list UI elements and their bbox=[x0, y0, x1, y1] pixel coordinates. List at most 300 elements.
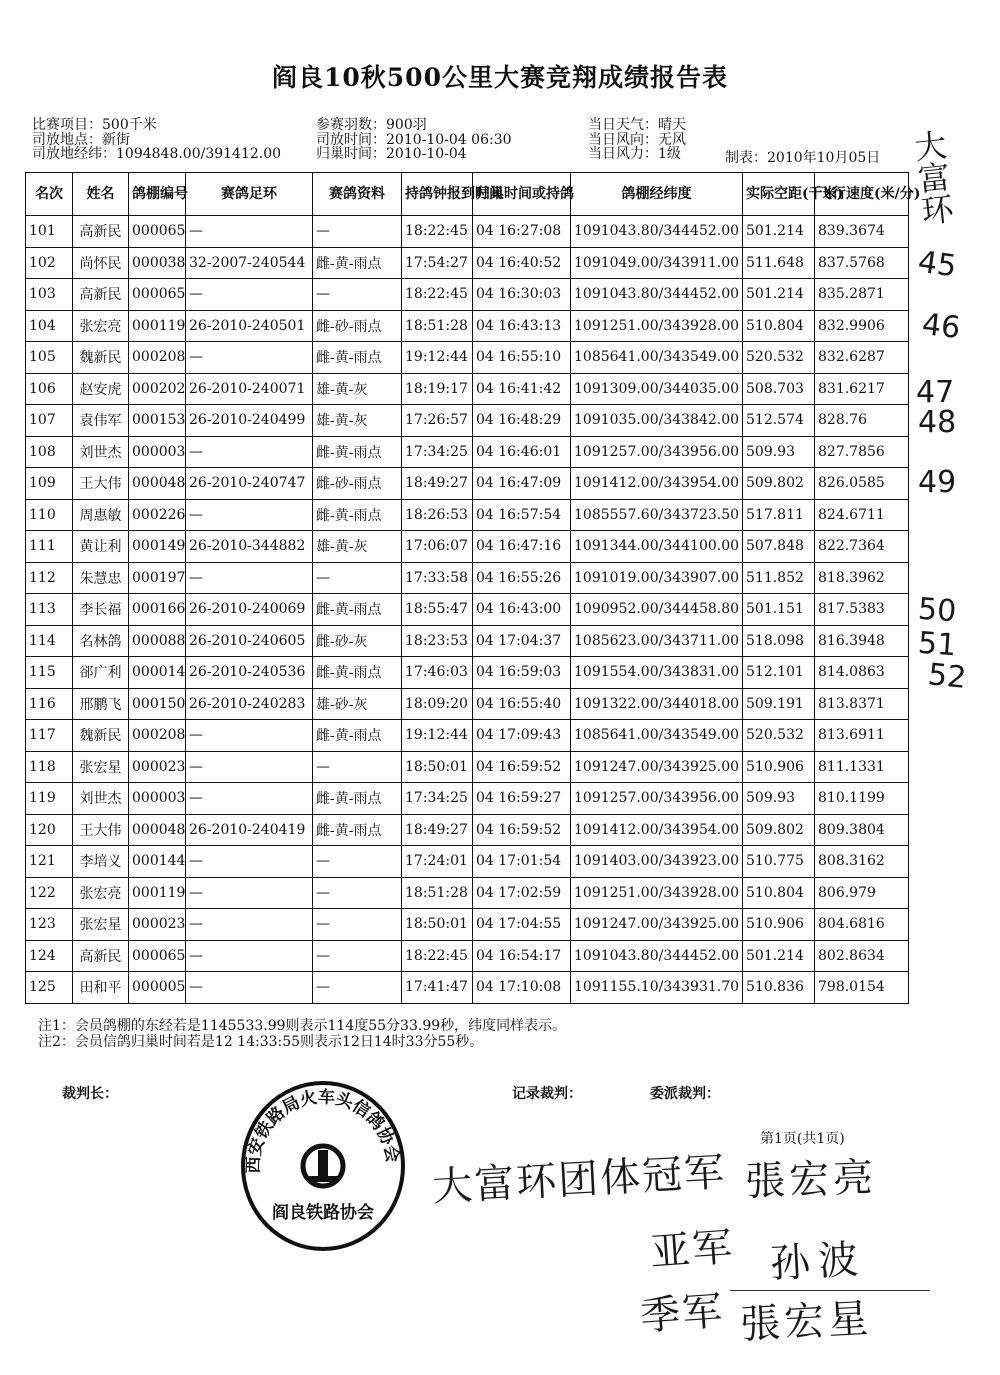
cell-arrival-time: 04 17:10:08 bbox=[473, 972, 571, 1004]
cell-distance: 501.214 bbox=[743, 216, 815, 248]
page-number: 第1页(共1页) bbox=[760, 1131, 845, 1147]
cell-coords: 1091412.00/343954.00 bbox=[571, 468, 743, 500]
cell-arrival-time: 04 16:27:08 bbox=[473, 216, 571, 248]
col-clock-time: 持鸽钟报到时间 bbox=[402, 173, 473, 216]
margin-note-title: 大富环 bbox=[912, 126, 956, 231]
margin-number: 51 bbox=[916, 625, 958, 664]
cell-rank: 114 bbox=[26, 625, 73, 657]
cell-clock-time: 17:54:27 bbox=[402, 247, 473, 279]
cell-loft-id: 000023 bbox=[129, 751, 186, 783]
cell-ring: — bbox=[186, 940, 313, 972]
cell-loft-id: 000005 bbox=[129, 972, 186, 1004]
cell-bird-info: 雌-黄-雨点 bbox=[313, 720, 402, 752]
cell-distance: 510.804 bbox=[743, 310, 815, 342]
cell-loft-id: 000023 bbox=[129, 909, 186, 941]
cell-ring: — bbox=[186, 216, 313, 248]
cell-clock-time: 18:49:27 bbox=[402, 814, 473, 846]
cell-ring: 26-2010-240071 bbox=[186, 373, 313, 405]
cell-bird-info: — bbox=[313, 562, 402, 594]
meta-column-2 bbox=[316, 118, 512, 162]
chief-judge-label: 裁判长： bbox=[62, 1086, 118, 1102]
cell-bird-info: — bbox=[313, 216, 402, 248]
cell-coords: 1085623.00/343711.00 bbox=[571, 625, 743, 657]
cell-rank: 101 bbox=[26, 216, 73, 248]
cell-name: 李培义 bbox=[73, 846, 129, 878]
cell-loft-id: 000014 bbox=[129, 657, 186, 689]
col-distance: 实际空距(千米) bbox=[743, 173, 815, 216]
cell-bird-info: 雌-黄-雨点 bbox=[313, 499, 402, 531]
margin-number: 45 bbox=[915, 244, 959, 285]
cell-loft-id: 000065 bbox=[129, 279, 186, 311]
cell-coords: 1091322.00/344018.00 bbox=[571, 688, 743, 720]
meta-return-date: 归巢时间：2010-10-04 bbox=[316, 146, 467, 162]
cell-bird-info: — bbox=[313, 909, 402, 941]
cell-distance: 509.802 bbox=[743, 814, 815, 846]
cell-clock-time: 18:50:01 bbox=[402, 909, 473, 941]
cell-speed: 828.76 bbox=[815, 405, 909, 437]
cell-rank: 107 bbox=[26, 405, 73, 437]
cell-rank: 122 bbox=[26, 877, 73, 909]
meta-release-coords: 司放地经纬：1094848.00/391412.00 bbox=[32, 146, 282, 162]
cell-clock-time: 18:22:45 bbox=[402, 940, 473, 972]
cell-coords: 1091043.80/344452.00 bbox=[571, 940, 743, 972]
cell-ring: 26-2010-240069 bbox=[186, 594, 313, 626]
margin-number: 50 bbox=[916, 591, 958, 630]
cell-arrival-time: 04 16:55:26 bbox=[473, 562, 571, 594]
cell-loft-id: 000048 bbox=[129, 814, 186, 846]
cell-bird-info: 雌-砂-灰 bbox=[313, 625, 402, 657]
cell-coords: 1091554.00/343831.00 bbox=[571, 657, 743, 689]
table-row bbox=[26, 814, 909, 846]
cell-clock-time: 17:41:47 bbox=[402, 972, 473, 1004]
cell-bird-info: 雌-黄-雨点 bbox=[313, 247, 402, 279]
cell-bird-info: 雌-黄-雨点 bbox=[313, 594, 402, 626]
col-arrival-time: 归巢时间或持鸽 bbox=[473, 173, 571, 216]
table-row bbox=[26, 720, 909, 752]
cell-rank: 123 bbox=[26, 909, 73, 941]
cell-speed: 837.5768 bbox=[815, 247, 909, 279]
cell-arrival-time: 04 16:43:13 bbox=[473, 310, 571, 342]
cell-coords: 1091247.00/343925.00 bbox=[571, 909, 743, 941]
table-row bbox=[26, 279, 909, 311]
cell-name: 袁伟军 bbox=[73, 405, 129, 437]
cell-bird-info: — bbox=[313, 279, 402, 311]
cell-speed: 824.6711 bbox=[815, 499, 909, 531]
results-table bbox=[25, 172, 921, 1004]
meta-column-1 bbox=[32, 118, 281, 162]
col-name: 姓名 bbox=[73, 173, 129, 216]
table-header-row bbox=[26, 173, 909, 216]
cell-ring: 26-2010-240419 bbox=[186, 814, 313, 846]
cell-speed: 811.1331 bbox=[815, 751, 909, 783]
cell-clock-time: 19:12:44 bbox=[402, 720, 473, 752]
cell-distance: 510.906 bbox=[743, 909, 815, 941]
association-seal bbox=[238, 1078, 408, 1253]
cell-speed: 804.6816 bbox=[815, 909, 909, 941]
cell-coords: 1091251.00/343928.00 bbox=[571, 310, 743, 342]
cell-speed: 817.5383 bbox=[815, 594, 909, 626]
meta-column-3 bbox=[588, 118, 686, 162]
cell-speed: 826.0585 bbox=[815, 468, 909, 500]
cell-clock-time: 17:33:58 bbox=[402, 562, 473, 594]
cell-arrival-time: 04 16:55:10 bbox=[473, 342, 571, 374]
cell-coords: 1091403.00/343923.00 bbox=[571, 846, 743, 878]
cell-name: 张宏星 bbox=[73, 751, 129, 783]
cell-loft-id: 000166 bbox=[129, 594, 186, 626]
cell-bird-info: 雌-黄-雨点 bbox=[313, 342, 402, 374]
col-rank: 名次 bbox=[26, 173, 73, 216]
col-coords: 鸽棚经纬度 bbox=[571, 173, 743, 216]
cell-name: 王大伟 bbox=[73, 468, 129, 500]
cell-coords: 1090952.00/344458.80 bbox=[571, 594, 743, 626]
cell-rank: 115 bbox=[26, 657, 73, 689]
cell-coords: 1091155.10/343931.70 bbox=[571, 972, 743, 1004]
cell-ring: — bbox=[186, 436, 313, 468]
cell-loft-id: 000003 bbox=[129, 783, 186, 815]
cell-coords: 1091019.00/343907.00 bbox=[571, 562, 743, 594]
cell-arrival-time: 04 16:59:52 bbox=[473, 814, 571, 846]
meta-entries: 参赛羽数：900羽 bbox=[316, 117, 427, 133]
table-row bbox=[26, 468, 909, 500]
cell-name: 邢鹏飞 bbox=[73, 688, 129, 720]
cell-coords: 1085557.60/343723.50 bbox=[571, 499, 743, 531]
col-bird-info: 赛鸽资料 bbox=[313, 173, 402, 216]
cell-name: 张宏星 bbox=[73, 909, 129, 941]
cell-arrival-time: 04 16:57:54 bbox=[473, 499, 571, 531]
cell-speed: 818.3962 bbox=[815, 562, 909, 594]
table-row bbox=[26, 877, 909, 909]
cell-coords: 1085641.00/343549.00 bbox=[571, 720, 743, 752]
cell-speed: 832.9906 bbox=[815, 310, 909, 342]
cell-rank: 112 bbox=[26, 562, 73, 594]
table-row bbox=[26, 405, 909, 437]
cell-arrival-time: 04 16:30:03 bbox=[473, 279, 571, 311]
cell-loft-id: 000226 bbox=[129, 499, 186, 531]
cell-arrival-time: 04 16:55:40 bbox=[473, 688, 571, 720]
cell-rank: 120 bbox=[26, 814, 73, 846]
cell-speed: 806.979 bbox=[815, 877, 909, 909]
table-row bbox=[26, 531, 909, 563]
cell-clock-time: 18:22:45 bbox=[402, 279, 473, 311]
cell-name: 魏新民 bbox=[73, 342, 129, 374]
col-speed: 飞行速度(米/分) bbox=[815, 173, 909, 216]
cell-loft-id: 000208 bbox=[129, 720, 186, 752]
cell-bird-info: 雌-黄-雨点 bbox=[313, 436, 402, 468]
cell-ring: — bbox=[186, 751, 313, 783]
margin-number: 49 bbox=[918, 465, 957, 500]
cell-rank: 116 bbox=[26, 688, 73, 720]
seal-inner-text: 阎良铁路协会 bbox=[272, 1203, 374, 1223]
cell-distance: 501.151 bbox=[743, 594, 815, 626]
cell-speed: 813.6911 bbox=[815, 720, 909, 752]
cell-rank: 108 bbox=[26, 436, 73, 468]
cell-coords: 1091344.00/344100.00 bbox=[571, 531, 743, 563]
table-row bbox=[26, 310, 909, 342]
cell-ring: — bbox=[186, 499, 313, 531]
cell-arrival-time: 04 16:47:16 bbox=[473, 531, 571, 563]
cell-ring: — bbox=[186, 562, 313, 594]
cell-loft-id: 000150 bbox=[129, 688, 186, 720]
cell-loft-id: 000065 bbox=[129, 940, 186, 972]
cell-arrival-time: 04 16:47:09 bbox=[473, 468, 571, 500]
cell-rank: 106 bbox=[26, 373, 73, 405]
cell-coords: 1091035.00/343842.00 bbox=[571, 405, 743, 437]
cell-loft-id: 000144 bbox=[129, 846, 186, 878]
cell-ring: 26-2010-240536 bbox=[186, 657, 313, 689]
table-row bbox=[26, 342, 909, 374]
cell-arrival-time: 04 17:09:43 bbox=[473, 720, 571, 752]
cell-bird-info: 雌-黄-雨点 bbox=[313, 783, 402, 815]
cell-ring: 26-2010-344882 bbox=[186, 531, 313, 563]
cell-distance: 507.848 bbox=[743, 531, 815, 563]
margin-number: 48 bbox=[918, 405, 957, 440]
cell-arrival-time: 04 16:54:17 bbox=[473, 940, 571, 972]
cell-arrival-time: 04 16:48:29 bbox=[473, 405, 571, 437]
cell-rank: 104 bbox=[26, 310, 73, 342]
cell-ring: 32-2007-240544 bbox=[186, 247, 313, 279]
cell-name: 王大伟 bbox=[73, 814, 129, 846]
cell-name: 黄让利 bbox=[73, 531, 129, 563]
handwritten-signature-1: 張宏亮 bbox=[744, 1154, 878, 1206]
cell-arrival-time: 04 16:40:52 bbox=[473, 247, 571, 279]
cell-distance: 510.775 bbox=[743, 846, 815, 878]
cell-ring: — bbox=[186, 846, 313, 878]
cell-speed: 816.3948 bbox=[815, 625, 909, 657]
cell-loft-id: 000197 bbox=[129, 562, 186, 594]
footnote-2: 注2：会员信鸽归巢时间若是12 14:33:55则表示12日14时33分55秒。 bbox=[38, 1034, 484, 1050]
cell-bird-info: — bbox=[313, 846, 402, 878]
meta-wind-direction: 当日风向：无风 bbox=[588, 131, 686, 148]
cell-ring: 26-2010-240283 bbox=[186, 688, 313, 720]
cell-coords: 1091257.00/343956.00 bbox=[571, 436, 743, 468]
cell-loft-id: 000119 bbox=[129, 310, 186, 342]
cell-speed: 798.0154 bbox=[815, 972, 909, 1004]
cell-rank: 118 bbox=[26, 751, 73, 783]
col-loft-id: 鸽棚编号 bbox=[129, 173, 186, 216]
table-row bbox=[26, 436, 909, 468]
cell-distance: 511.852 bbox=[743, 562, 815, 594]
cell-rank: 117 bbox=[26, 720, 73, 752]
cell-speed: 802.8634 bbox=[815, 940, 909, 972]
table-row bbox=[26, 909, 909, 941]
margin-number: 46 bbox=[920, 307, 962, 346]
cell-rank: 109 bbox=[26, 468, 73, 500]
cell-speed: 835.2871 bbox=[815, 279, 909, 311]
cell-speed: 827.7856 bbox=[815, 436, 909, 468]
record-judge-label: 记录裁判： bbox=[512, 1086, 582, 1102]
cell-bird-info: 雄-黄-灰 bbox=[313, 531, 402, 563]
cell-clock-time: 18:49:27 bbox=[402, 468, 473, 500]
cell-coords: 1091257.00/343956.00 bbox=[571, 783, 743, 815]
cell-bird-info: 雄-黄-灰 bbox=[313, 373, 402, 405]
handwritten-team-champion: 大富环团体冠军 bbox=[431, 1149, 728, 1211]
cell-name: 高新民 bbox=[73, 279, 129, 311]
cell-loft-id: 000208 bbox=[129, 342, 186, 374]
cell-clock-time: 18:51:28 bbox=[402, 310, 473, 342]
cell-distance: 511.648 bbox=[743, 247, 815, 279]
cell-bird-info: 雄-黄-灰 bbox=[313, 405, 402, 437]
meta-table-date: 制表：2010年10月05日 bbox=[725, 150, 881, 166]
cell-arrival-time: 04 16:59:27 bbox=[473, 783, 571, 815]
cell-coords: 1091412.00/343954.00 bbox=[571, 814, 743, 846]
cell-arrival-time: 04 17:02:59 bbox=[473, 877, 571, 909]
cell-clock-time: 18:23:53 bbox=[402, 625, 473, 657]
cell-arrival-time: 04 17:04:55 bbox=[473, 909, 571, 941]
cell-speed: 822.7364 bbox=[815, 531, 909, 563]
cell-distance: 512.574 bbox=[743, 405, 815, 437]
handwritten-runner-up: 亚军 bbox=[648, 1224, 736, 1276]
cell-clock-time: 18:22:45 bbox=[402, 216, 473, 248]
table-row bbox=[26, 499, 909, 531]
cell-distance: 512.101 bbox=[743, 657, 815, 689]
cell-clock-time: 18:51:28 bbox=[402, 877, 473, 909]
cell-speed: 810.1199 bbox=[815, 783, 909, 815]
cell-speed: 809.3804 bbox=[815, 814, 909, 846]
cell-arrival-time: 04 16:43:00 bbox=[473, 594, 571, 626]
cell-name: 刘世杰 bbox=[73, 783, 129, 815]
col-ring: 赛鸽足环 bbox=[186, 173, 313, 216]
cell-loft-id: 000065 bbox=[129, 216, 186, 248]
cell-distance: 501.214 bbox=[743, 940, 815, 972]
cell-coords: 1091043.80/344452.00 bbox=[571, 216, 743, 248]
assigned-judge-label: 委派裁判： bbox=[650, 1086, 720, 1102]
meta-release-time: 司放时间：2010-10-04 06:30 bbox=[316, 131, 512, 148]
cell-name: 高新民 bbox=[73, 940, 129, 972]
cell-ring: — bbox=[186, 720, 313, 752]
cell-arrival-time: 04 16:59:03 bbox=[473, 657, 571, 689]
cell-clock-time: 17:34:25 bbox=[402, 436, 473, 468]
cell-clock-time: 19:12:44 bbox=[402, 342, 473, 374]
cell-speed: 832.6287 bbox=[815, 342, 909, 374]
cell-distance: 509.802 bbox=[743, 468, 815, 500]
footnote-1: 注1：会员鸽棚的东经若是1145533.99则表示114度55分33.99秒，纬度同样表示。 bbox=[38, 1018, 567, 1034]
cell-speed: 813.8371 bbox=[815, 688, 909, 720]
cell-name: 田和平 bbox=[73, 972, 129, 1004]
cell-ring: — bbox=[186, 279, 313, 311]
cell-arrival-time: 04 17:01:54 bbox=[473, 846, 571, 878]
cell-clock-time: 18:55:47 bbox=[402, 594, 473, 626]
report-title: 阎良10秋500公里大赛竞翔成绩报告表 bbox=[272, 63, 728, 92]
cell-bird-info: 雌-黄-雨点 bbox=[313, 657, 402, 689]
cell-bird-info: 雌-砂-雨点 bbox=[313, 468, 402, 500]
cell-coords: 1091247.00/343925.00 bbox=[571, 751, 743, 783]
cell-loft-id: 000149 bbox=[129, 531, 186, 563]
cell-loft-id: 000088 bbox=[129, 625, 186, 657]
cell-arrival-time: 04 17:04:37 bbox=[473, 625, 571, 657]
cell-arrival-time: 04 16:41:42 bbox=[473, 373, 571, 405]
cell-rank: 110 bbox=[26, 499, 73, 531]
seal-outer-text: 西安铁路局火车头信鸽协会 bbox=[243, 1087, 403, 1174]
cell-clock-time: 18:26:53 bbox=[402, 499, 473, 531]
cell-distance: 520.532 bbox=[743, 342, 815, 374]
cell-name: 张宏亮 bbox=[73, 310, 129, 342]
cell-name: 周惠敏 bbox=[73, 499, 129, 531]
meta-weather: 当日天气：晴天 bbox=[588, 117, 686, 133]
cell-distance: 520.532 bbox=[743, 720, 815, 752]
cell-bird-info: 雌-黄-雨点 bbox=[313, 814, 402, 846]
handwritten-signature-2: 孙波 bbox=[769, 1236, 868, 1288]
cell-bird-info: 雌-砂-雨点 bbox=[313, 310, 402, 342]
cell-clock-time: 18:50:01 bbox=[402, 751, 473, 783]
table-row bbox=[26, 972, 909, 1004]
cell-distance: 510.804 bbox=[743, 877, 815, 909]
cell-clock-time: 17:34:25 bbox=[402, 783, 473, 815]
cell-name: 名林鸽 bbox=[73, 625, 129, 657]
cell-distance: 509.93 bbox=[743, 436, 815, 468]
cell-name: 张宏亮 bbox=[73, 877, 129, 909]
cell-distance: 509.93 bbox=[743, 783, 815, 815]
cell-bird-info: — bbox=[313, 972, 402, 1004]
cell-rank: 124 bbox=[26, 940, 73, 972]
cell-coords: 1091309.00/344035.00 bbox=[571, 373, 743, 405]
cell-rank: 113 bbox=[26, 594, 73, 626]
cell-ring: 26-2010-240501 bbox=[186, 310, 313, 342]
cell-ring: — bbox=[186, 972, 313, 1004]
cell-distance: 510.836 bbox=[743, 972, 815, 1004]
cell-coords: 1091251.00/343928.00 bbox=[571, 877, 743, 909]
table-row bbox=[26, 688, 909, 720]
cell-clock-time: 18:19:17 bbox=[402, 373, 473, 405]
cell-rank: 121 bbox=[26, 846, 73, 878]
cell-rank: 103 bbox=[26, 279, 73, 311]
cell-name: 刘世杰 bbox=[73, 436, 129, 468]
cell-ring: 26-2010-240499 bbox=[186, 405, 313, 437]
cell-speed: 831.6217 bbox=[815, 373, 909, 405]
cell-bird-info: — bbox=[313, 877, 402, 909]
cell-distance: 518.098 bbox=[743, 625, 815, 657]
table-row bbox=[26, 940, 909, 972]
cell-loft-id: 000153 bbox=[129, 405, 186, 437]
cell-distance: 517.811 bbox=[743, 499, 815, 531]
cell-speed: 839.3674 bbox=[815, 216, 909, 248]
table-row bbox=[26, 846, 909, 878]
cell-loft-id: 000119 bbox=[129, 877, 186, 909]
cell-name: 李长福 bbox=[73, 594, 129, 626]
cell-clock-time: 18:09:20 bbox=[402, 688, 473, 720]
cell-rank: 111 bbox=[26, 531, 73, 563]
cell-bird-info: — bbox=[313, 940, 402, 972]
cell-bird-info: 雄-砂-灰 bbox=[313, 688, 402, 720]
cell-ring: 26-2010-240747 bbox=[186, 468, 313, 500]
cell-bird-info: — bbox=[313, 751, 402, 783]
cell-rank: 105 bbox=[26, 342, 73, 374]
cell-rank: 119 bbox=[26, 783, 73, 815]
cell-name: 赵安虎 bbox=[73, 373, 129, 405]
cell-name: 朱慧忠 bbox=[73, 562, 129, 594]
table-row bbox=[26, 625, 909, 657]
cell-clock-time: 17:46:03 bbox=[402, 657, 473, 689]
table-row bbox=[26, 657, 909, 689]
cell-name: 郤广利 bbox=[73, 657, 129, 689]
cell-coords: 1091043.80/344452.00 bbox=[571, 279, 743, 311]
cell-ring: — bbox=[186, 342, 313, 374]
handwritten-signature-3: 張宏星 bbox=[739, 1295, 874, 1349]
cell-arrival-time: 04 16:46:01 bbox=[473, 436, 571, 468]
cell-arrival-time: 04 16:59:52 bbox=[473, 751, 571, 783]
cell-ring: — bbox=[186, 877, 313, 909]
cell-distance: 510.906 bbox=[743, 751, 815, 783]
cell-ring: — bbox=[186, 783, 313, 815]
meta-race-item: 比赛项目：500千米 bbox=[32, 117, 157, 133]
meta-release-place: 司放地点：新街 bbox=[32, 131, 130, 148]
cell-speed: 814.0863 bbox=[815, 657, 909, 689]
cell-distance: 508.703 bbox=[743, 373, 815, 405]
table-row bbox=[26, 562, 909, 594]
cell-coords: 1085641.00/343549.00 bbox=[571, 342, 743, 374]
cell-clock-time: 17:24:01 bbox=[402, 846, 473, 878]
meta-wind-force: 当日风力：1级 bbox=[588, 146, 681, 162]
cell-loft-id: 000202 bbox=[129, 373, 186, 405]
